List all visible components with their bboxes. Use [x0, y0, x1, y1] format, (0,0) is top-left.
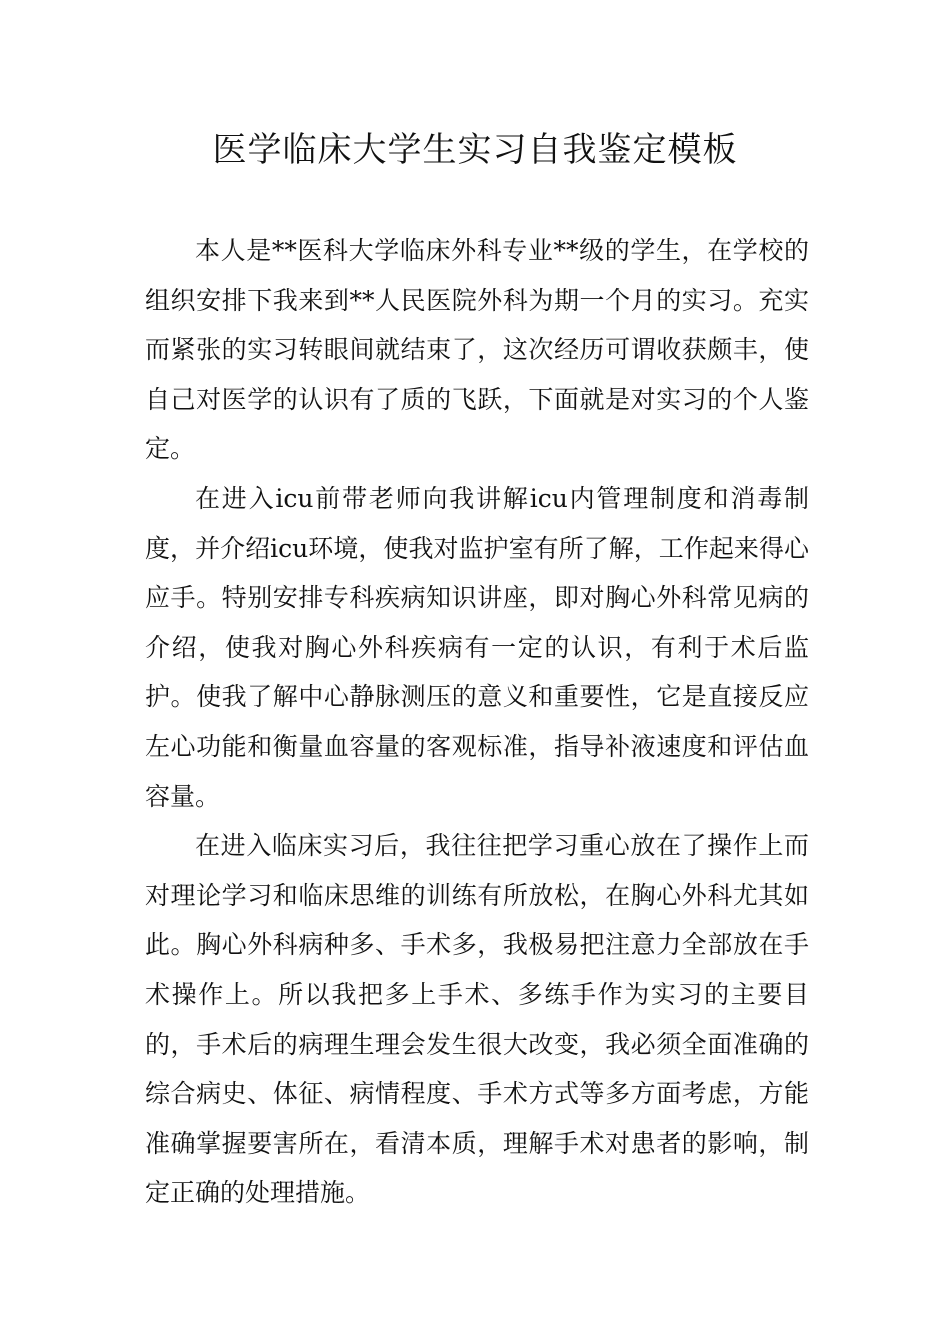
paragraph-3: 在进入临床实习后，我往往把学习重心放在了操作上而对理论学习和临床思维的训练有所放松，在胸心外科尤其如此。胸心外科病种多、手术多，我极易把注意力全部放在手术操作上。所以我把多上手术、多练手作为实习的主要目的，手术后的病理生理会发生很大改变，我必须全面准确的综合病史、体征、病情程度、手术方式等多方面考虑，方能准确掌握要害所在，看清本质，理解手术对患者的影响，制定正确的处理措施。 — [145, 831, 809, 1208]
document-body — [145, 226, 809, 1218]
document-title: 医学临床大学生实习自我鉴定模板 — [212, 130, 738, 170]
paragraph-1: 本人是**医科大学临床外科专业**级的学生，在学校的组织安排下我来到**人民医院外科为期一个月的实习。充实而紧张的实习转眼间就结束了，这次经历可谓收获颇丰，使自己对医学的认识有了质的飞跃，下面就是对实习的个人鉴定。 — [145, 236, 809, 464]
paragraph-2: 在进入icu前带老师向我讲解icu内管理制度和消毒制度，并介绍icu环境，使我对监护室有所了解，工作起来得心应手。特别安排专科疾病知识讲座，即对胸心外科常见病的介绍，使我对胸心外科疾病有一定的认识，有利于术后监护。使我了解中心静脉测压的意义和重要性，它是直接反应左心功能和衡量血容量的客观标准，指导补液速度和评估血容量。 — [145, 483, 809, 811]
